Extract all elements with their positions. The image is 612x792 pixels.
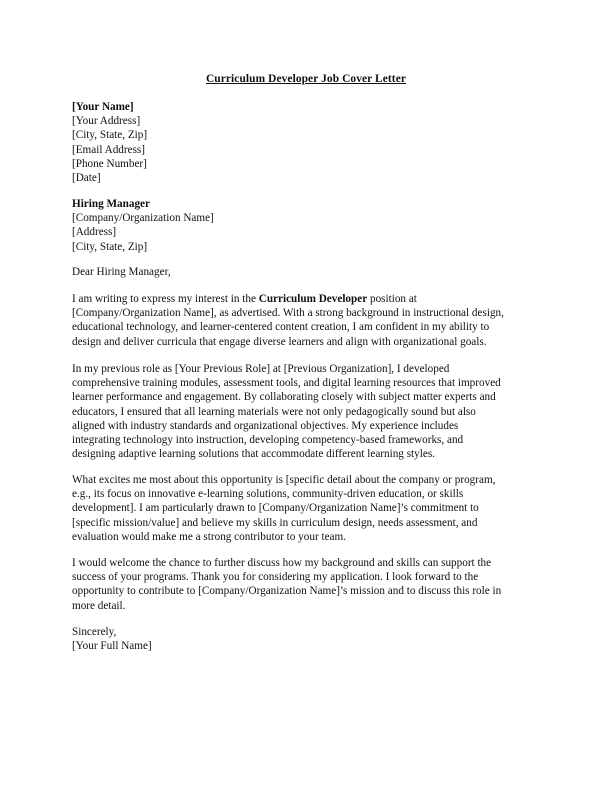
paragraph-3-line: e.g., its focus on innovative e-learning solutions, community-driven education, or skills [72, 488, 464, 501]
closing-block [72, 625, 552, 653]
position-title: Curriculum Developer [258, 293, 368, 305]
paragraph-2-line: designing adaptive learning solutions that accommodate different learning styles. [72, 448, 435, 461]
document-title: Curriculum Developer Job Cover Letter [205, 73, 407, 85]
recipient-title: Hiring Manager [72, 198, 150, 210]
paragraph-2-line: integrating technology into instruction, developing competency-based frameworks, and [72, 434, 464, 447]
paragraph-4-line: success of your programs. Thank you for considering my application. I look forward to the [72, 571, 479, 584]
salutation-text: Dear Hiring Manager, [72, 266, 171, 278]
sender-email: [Email Address] [72, 143, 146, 156]
sender-block [72, 100, 552, 185]
paragraph-1-line-4: design and deliver curricula that engage diverse learners and align with organizational goals. [72, 335, 487, 348]
paragraph-1-line-3: educational technology, and learner-centered content creation, I am confident in my ability to [72, 321, 490, 334]
paragraph-2-line: comprehensive training modules, assessment tools, and digital learning resources that improved [72, 377, 501, 390]
paragraph-3-line: What excites me most about this opportunity is [specific detail about the company or program, [72, 474, 496, 486]
sender-name: [Your Name] [72, 101, 134, 113]
sender-address: [Your Address] [72, 115, 141, 128]
sender-date: [Date] [72, 172, 101, 185]
sender-city-state-zip: [City, State, Zip] [72, 129, 148, 142]
recipient-city-state-zip: [City, State, Zip] [72, 240, 148, 253]
signature-name: [Your Full Name] [72, 640, 152, 653]
paragraph-3-line: evaluation would make me a strong contributor to your team. [72, 530, 347, 543]
paragraph-2 [72, 362, 550, 461]
paragraph-4-line: more detail. [72, 599, 126, 612]
paragraph-2-line: learner performance and engagement. By collaborating closely with subject matter experts and [72, 391, 496, 404]
paragraph-1-intro: I am writing to express my interest in the [72, 293, 259, 305]
paragraph-1-intro-end: position at [367, 293, 417, 305]
sender-phone: [Phone Number] [72, 157, 147, 170]
paragraph-2-line: In my previous role as [Your Previous Role] at [Previous Organization], I developed [72, 363, 450, 375]
paragraph-1 [72, 292, 550, 349]
paragraph-1-line-2: [Company/Organization Name], as advertised. With a strong background in instructional design, [72, 307, 504, 320]
paragraph-3-line: [specific mission/value] and believe my skills in curriculum design, needs assessment, and [72, 516, 478, 529]
paragraph-4 [72, 556, 550, 613]
recipient-address: [Address] [72, 226, 117, 239]
valediction: Sincerely, [72, 626, 117, 638]
paragraph-4-line: I would welcome the chance to further discuss how my background and skills can support the [72, 557, 492, 569]
paragraph-1-line-1 [72, 292, 550, 306]
salutation [72, 265, 552, 279]
paragraph-2-line: educators, I ensured that all learning materials were not only pedagogically sound but also [72, 405, 476, 418]
recipient-block [72, 197, 552, 254]
paragraph-2-line: aligned with industry standards and organizational objectives. My experience includes [72, 419, 459, 432]
paragraph-3 [72, 473, 550, 544]
paragraph-3-line: development]. I am particularly drawn to [Company/Organization Name]’s commitment to [72, 502, 479, 515]
paragraph-4-line: opportunity to contribute to [Company/Organization Name]’s mission and to discuss this role in [72, 585, 502, 598]
recipient-company: [Company/Organization Name] [72, 212, 214, 225]
